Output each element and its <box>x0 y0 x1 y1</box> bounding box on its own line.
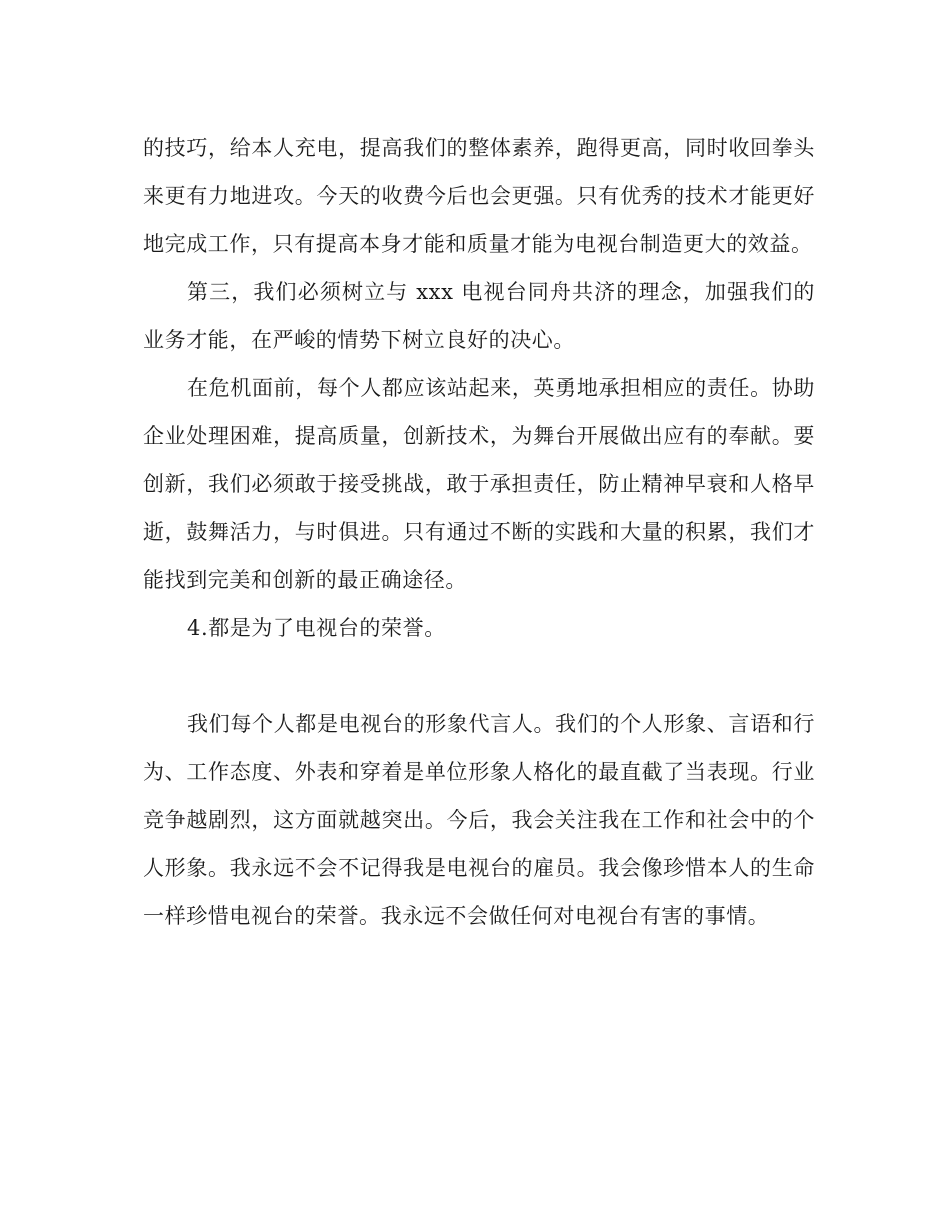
document-body <box>143 124 815 940</box>
section-heading-honor: 4.都是为了电视台的荣誉。 <box>187 616 446 640</box>
paragraph-image-ambassador: 我们每个人都是电视台的形象代言人。我们的个人形象、言语和行为、工作态度、外表和穿着是单位形象人格化的最直截了当表现。行业竞争越剧烈，这方面就越突出。今后，我会关注我在工作和社会中的个人形象。我永远不会不记得我是电视台的雇员。我会像珍惜本人的生命一样珍惜电视台的荣誉。我永远不会做任何对电视台有害的事情。 <box>143 712 815 928</box>
paragraph-third-point: 第三，我们必须树立与 xxx 电视台同舟共济的理念，加强我们的业务才能，在严峻的情势下树立良好的决心。 <box>143 280 815 352</box>
paragraph-continuation: 的技巧，给本人充电，提高我们的整体素养，跑得更高，同时收回拳头来更有力地进攻。今天的收费今后也会更强。只有优秀的技术才能更好地完成工作，只有提高本身才能和质量才能为电视台制造更大的效益。 <box>143 136 815 256</box>
paragraph-crisis: 在危机面前，每个人都应该站起来，英勇地承担相应的责任。协助企业处理困难，提高质量，创新技术，为舞台开展做出应有的奉献。要创新，我们必须敢于接受挑战，敢于承担责任，防止精神早衰和人格早逝，鼓舞活力，与时俱进。只有通过不断的实践和大量的积累，我们才能找到完美和创新的最正确途径。 <box>143 376 815 592</box>
blank-line <box>143 652 815 700</box>
